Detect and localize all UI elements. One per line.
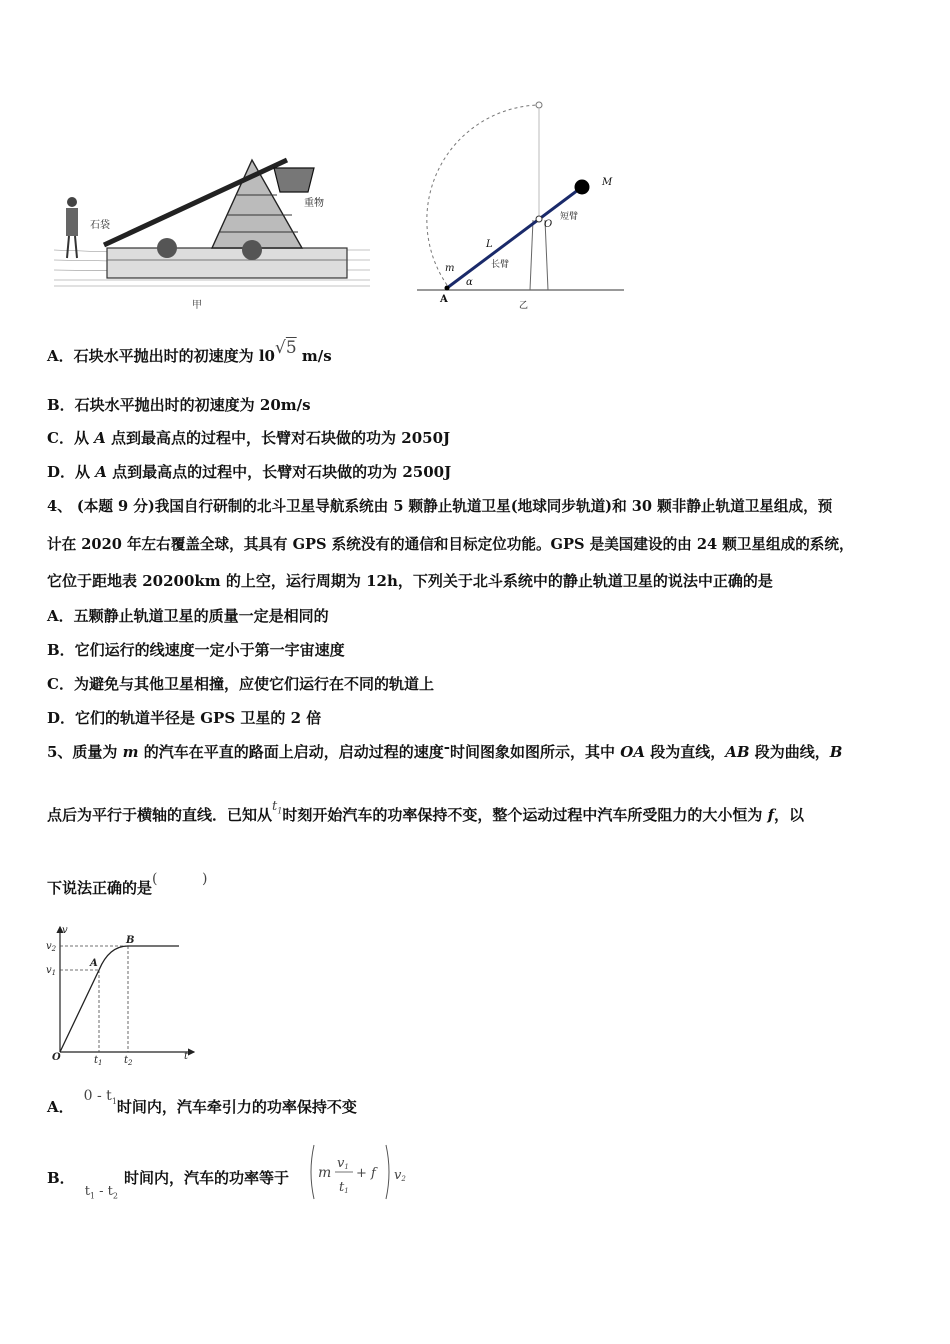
q4-option-d: D．它们的轨道半径是 GPS 卫星的 2 倍: [47, 709, 322, 727]
short-arm-label: 短臂: [560, 212, 579, 222]
mass-m-label: m: [445, 263, 455, 274]
power-formula: [306, 1143, 416, 1201]
graph-origin-label: O: [52, 1052, 61, 1063]
sqrt-symbol: √5: [275, 338, 297, 358]
q5-stem-line3: 下说法正确的是( ): [47, 871, 208, 897]
pivot-o-label: O: [544, 219, 553, 230]
stone-bag-label: 石袋: [90, 220, 110, 231]
formula-plus-f: + f: [356, 1166, 376, 1181]
arm-length-label: L: [486, 239, 493, 250]
formula-m: m: [318, 1165, 332, 1181]
graph-point-b-label: B: [126, 935, 135, 946]
point-a-label: A: [440, 294, 448, 305]
graph-v1-label: $v_1$: [46, 965, 57, 977]
graph-t-axis-label: t: [184, 1051, 189, 1062]
svg-text:v2: v2: [394, 1168, 406, 1183]
q5-option-b: B．$t_1 - t_2$时间内，汽车的功率等于: [47, 1169, 290, 1201]
figure-yi-caption: 乙: [519, 301, 529, 311]
q4-option-a: A．五颗静止轨道卫星的质量一定是相同的: [47, 607, 329, 625]
q5-stem-line1: 5、质量为 m 的汽车在平直的路面上启动，启动过程的速度‐时间图象如图所示，其中 OA 段为直线，AB 段为曲线，B: [47, 738, 843, 761]
graph-t1-label: $t_1$: [94, 1055, 103, 1067]
alpha-label: α: [466, 277, 473, 288]
q3-option-c: C．从 A 点到最高点的过程中，长臂对石块做的功为 2050J: [47, 429, 451, 447]
q4-stem-line1: 4、 (本题 9 分)我国自行研制的北斗卫星导航系统由 5 颗静止轨道卫星(地球同步轨道)和 30 颗非静止轨道卫星组成，预: [47, 498, 833, 515]
figure-jia-caption: 甲: [192, 300, 202, 311]
svg-text:v1: v1: [337, 1156, 349, 1171]
q3-option-a: A．石块水平抛出时的初速度为 l0√5 m/s: [47, 338, 332, 365]
velocity-time-graph: [44, 922, 204, 1067]
q3-option-d: D．从 A 点到最高点的过程中，长臂对石块做的功为 2500J: [47, 463, 452, 481]
graph-t2-label: $t_2$: [124, 1055, 133, 1067]
q4-stem-line3: 它位于距地表 20200km 的上空，运行周期为 12h，下列关于北斗系统中的静止轨道卫星的说法中正确的是: [47, 572, 773, 590]
lever-diagram: [412, 95, 632, 315]
q4-option-b: B．它们运行的线速度一定小于第一宇宙速度: [47, 641, 345, 659]
mass-big-m-label: M: [602, 177, 613, 188]
q5-option-a: A．$0 - t_1$时间内，汽车牵引力的功率保持不变: [47, 1088, 357, 1116]
q4-stem-line2: 计在 2020 年左右覆盖全球，其具有 GPS 系统没有的通信和目标定位功能。GPS 是美国建设的由 24 颗卫星组成的系统，: [47, 536, 854, 553]
catapult-illustration: [52, 140, 372, 315]
graph-v2-label: $v_2$: [46, 941, 57, 953]
svg-text:t1: t1: [339, 1180, 349, 1195]
graph-point-a-label: A: [90, 958, 98, 969]
q5-stem-line2: 点后为平行于横轴的直线．已知从$t_1$时刻开始汽车的功率保持不变，整个运动过程中汽车所受阻力的大小恒为 f，以: [47, 799, 805, 824]
graph-v-axis-label: v: [62, 925, 68, 936]
q4-option-c: C．为避免与其他卫星相撞，应使它们运行在不同的轨道上: [47, 675, 434, 693]
long-arm-label: 长臂: [491, 260, 510, 270]
weight-label: 重物: [304, 198, 324, 209]
q3-option-b: B．石块水平抛出时的初速度为 20m/s: [47, 396, 311, 414]
